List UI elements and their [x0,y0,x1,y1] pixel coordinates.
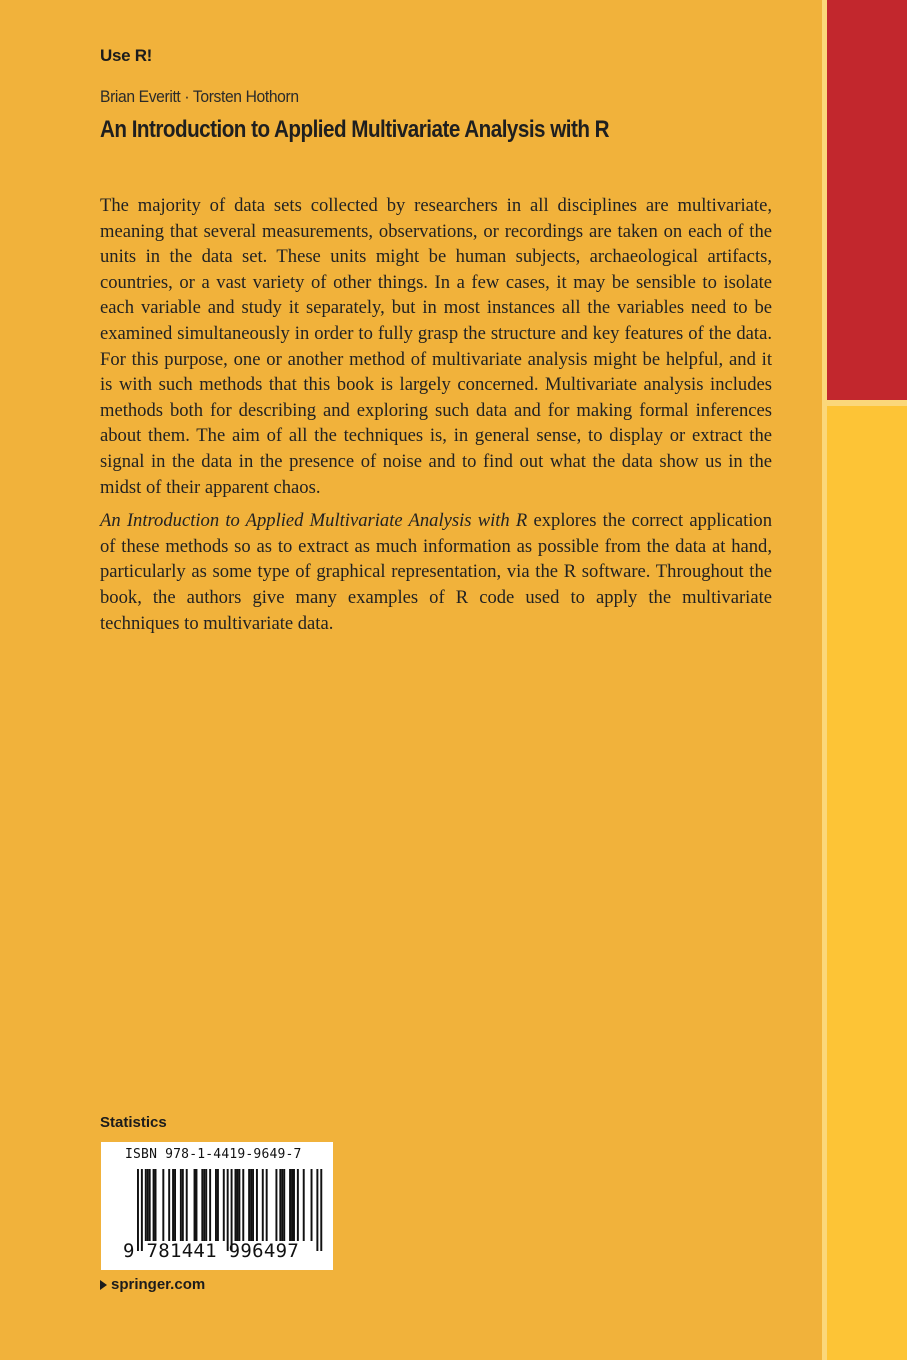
barcode-bar [155,1169,157,1241]
barcode-bar [316,1169,318,1251]
barcode-bar [250,1169,252,1241]
barcode-bar [266,1169,268,1241]
barcode-bar [209,1169,211,1241]
barcode-bar [215,1169,217,1241]
publisher-link[interactable] [100,1276,205,1293]
barcode-bar [162,1169,164,1241]
barcode-bar [291,1169,293,1241]
barcode-bar [147,1169,149,1241]
barcode-bar [248,1169,250,1241]
barcode-bar [275,1169,277,1241]
barcode-bar [182,1169,184,1241]
barcode-bar [289,1169,291,1241]
barcode-bar [320,1169,322,1251]
barcode-bar [281,1169,283,1241]
barcode-bar [153,1169,155,1241]
barcode-bar [223,1169,225,1241]
barcode-bar [194,1169,196,1241]
barcode-bar [186,1169,188,1241]
blurb-paragraph-2-text: explores the correct application of these methods so as to extract as much information as possible from the data at hand, particularly as some type of graphical representation, via the R software. Throughout the book, the authors give many examples of R code used to apply the multivariate techniques to multivariate data. [100,510,773,634]
blurb-paragraph-2 [100,508,772,636]
barcode-bar [174,1169,176,1241]
series-name: Use R! [100,46,153,65]
barcode-bar [252,1169,254,1241]
barcode-bar [196,1169,198,1241]
barcode-bar [180,1169,182,1241]
barcode-bar [235,1169,237,1241]
blurb-paragraph-1: The majority of data sets collected by researchers in all disciplines are multivariate, meaning that several measurements, observations, or recordings are taken on each of the units in the data set. These units might be human subjects, archaeological artifacts, countries, or a vast variety of other things. In a few cases, it may be sensible to isolate each variable and study it separately, but in most instances all the variables need to be examined simultaneously in order to fully grasp the structure and key features of the data. For this purpose, one or another method of multivariate analysis might be helpful, and it is with such methods that this book is largely concerned. Multivariate analysis includes methods both for describing and exploring such data and for making formal inferences about them. The aim of all the techniques is, in general sense, to display or extract the signal in the data in the presence of noise and to find out what the data show us in the midst of their apparent chaos. [100,195,772,498]
barcode-bar [311,1169,313,1241]
yellow-stripe [827,406,907,1360]
barcode-bar [227,1169,229,1251]
barcode-bar [231,1169,233,1251]
barcode-bar [141,1169,143,1251]
isbn-barcode [101,1142,333,1270]
barcode-bar [172,1169,174,1241]
barcode-bar [303,1169,305,1241]
barcode-bar [256,1169,258,1241]
book-title: An Introduction to Applied Multivariate Analysis with R [100,116,610,143]
authors: Brian Everitt · Torsten Hothorn [100,87,299,106]
red-stripe [827,0,907,400]
barcode-bar [297,1169,299,1241]
barcode-bar [201,1169,203,1241]
barcode-bar [149,1169,151,1241]
blurb-title-italic: An Introduction to Applied Multivariate Analysis with R [100,510,528,532]
barcode-bar [236,1169,238,1241]
barcode-bar [205,1169,207,1241]
category-label: Statistics [100,1114,167,1131]
barcode-bar [279,1169,281,1241]
barcode-bar [145,1169,147,1241]
barcode-bar [242,1169,244,1241]
barcode-bar [137,1169,139,1251]
barcode-bar [203,1169,205,1241]
publisher-label: springer.com [111,1276,206,1293]
isbn-label: ISBN 978-1-4419-9649-7 [125,1147,302,1162]
barcode-bar [283,1169,285,1241]
blurb [100,193,772,636]
barcode-bar [238,1169,240,1241]
barcode-bar [262,1169,264,1241]
ean-digits: 9 781441 996497 [123,1240,300,1262]
barcode-bar [293,1169,295,1241]
arrow-right-icon [100,1280,107,1290]
barcode-bar [217,1169,219,1241]
barcode-bar [168,1169,170,1241]
